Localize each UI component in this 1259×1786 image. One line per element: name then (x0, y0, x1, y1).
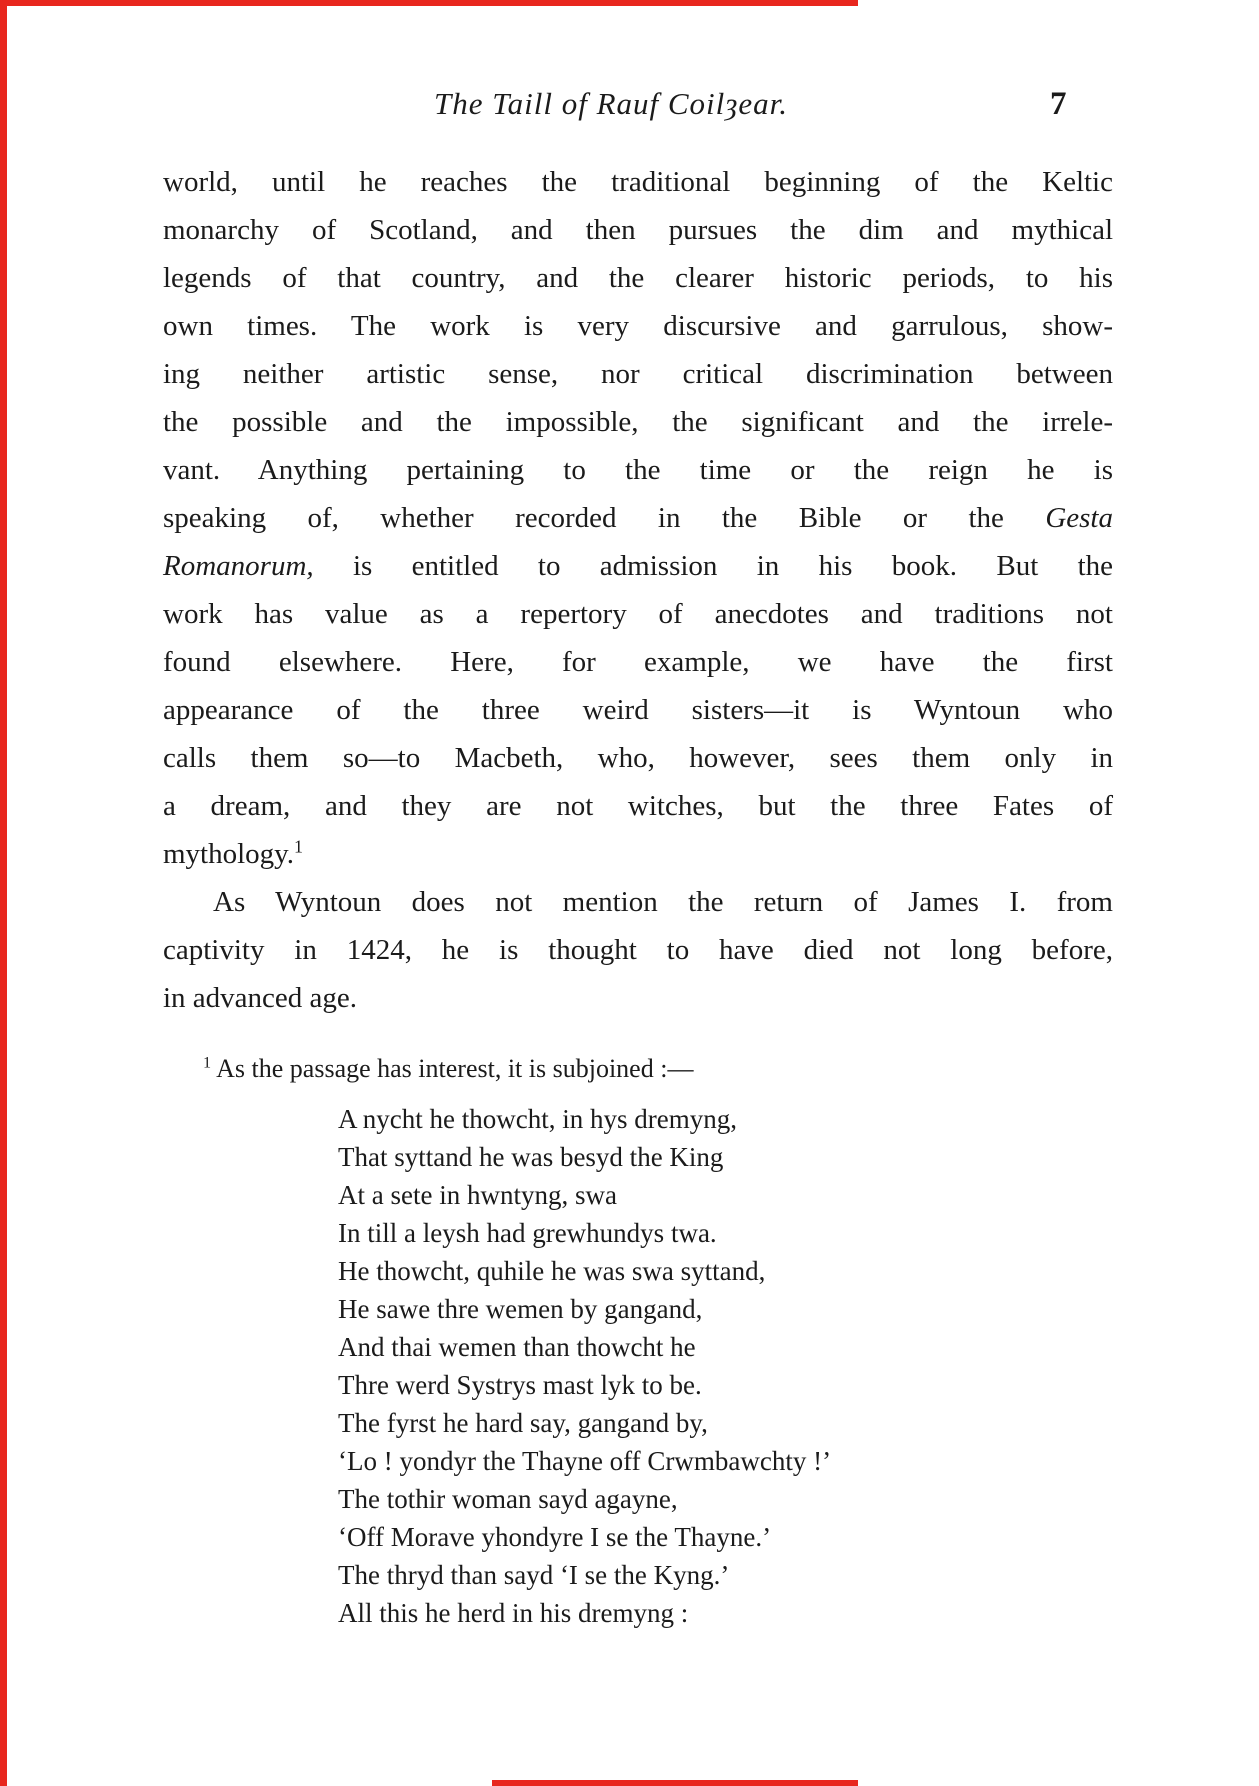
body-line (163, 974, 1113, 1022)
body-line-segment: mythology. (163, 838, 295, 870)
scan-edge-mark-left (0, 0, 7, 1786)
body-line-segment: monarchy of Scotland, and then pursues the dim and mythical (163, 214, 1113, 246)
footnote-intro-text: As the passage has interest, it is subjoined :— (211, 1054, 694, 1083)
body-line-segment: ing neither artistic sense, nor critical discrimination between (163, 358, 1113, 390)
poem-line: That syttand he was besyd the King (338, 1142, 724, 1172)
running-header-title: The Taill of Rauf Coilȝear. (433, 86, 789, 121)
poem-line: The fyrst he hard say, gangand by, (338, 1408, 708, 1438)
body-line (163, 158, 1113, 206)
scan-edge-mark-top (0, 0, 858, 6)
body-line (163, 494, 1113, 542)
scan-edge-mark-bottom (492, 1780, 858, 1786)
body-line (163, 254, 1113, 302)
body-line (163, 638, 1113, 686)
body-line-segment: is entitled to admission in his book. But the (313, 550, 1113, 582)
body-text (163, 158, 1113, 1022)
poem-line: All this he herd in his dremyng : (338, 1598, 689, 1628)
body-line (163, 350, 1113, 398)
poem-line: Thre werd Systrys mast lyk to be. (338, 1370, 702, 1400)
body-line-segment: speaking of, whether recorded in the Bible or the (163, 502, 1046, 534)
body-line-segment: appearance of the three weird sisters—it is Wyntoun who (163, 694, 1113, 726)
body-line (163, 926, 1113, 974)
footnote-poem (338, 1100, 978, 1632)
body-line-segment: captivity in 1424, he is thought to have died not long before, (163, 934, 1113, 966)
footnote-marker: 1 (203, 1054, 212, 1072)
body-line-segment: legends of that country, and the clearer historic periods, to his (163, 262, 1113, 294)
poem-line: The tothir woman sayd agayne, (338, 1484, 678, 1514)
body-line-segment: Romanorum, (163, 550, 314, 582)
poem-line: He sawe thre wemen by gangand, (338, 1294, 703, 1324)
poem-line: At a sete in hwntyng, swa (338, 1180, 617, 1210)
poem-line: A nycht he thowcht, in hys dremyng, (338, 1104, 737, 1134)
body-line-segment: calls them so—to Macbeth, who, however, sees them only in (163, 742, 1113, 774)
poem-line: ‘Off Morave yhondyre I se the Thayne.’ (338, 1522, 772, 1552)
body-line-segment: found elsewhere. Here, for example, we have the first (163, 646, 1113, 678)
body-line-segment: the possible and the impossible, the significant and the irrele- (163, 406, 1113, 438)
footnote-reference-marker: 1 (294, 836, 304, 857)
footnote-intro (203, 1052, 693, 1086)
body-line (163, 302, 1113, 350)
body-line (163, 830, 1113, 878)
body-line-segment: own times. The work is very discursive and garrulous, show- (163, 310, 1113, 342)
poem-line: In till a leysh had grewhundys twa. (338, 1218, 717, 1248)
body-line (163, 734, 1113, 782)
body-line (163, 446, 1113, 494)
page-number: 7 (1050, 86, 1067, 122)
body-paragraph (163, 158, 1113, 878)
body-paragraph (163, 878, 1113, 1022)
poem-line: And thai wemen than thowcht he (338, 1332, 696, 1362)
body-line (163, 686, 1113, 734)
body-line-segment: work has value as a repertory of anecdotes and traditions not (163, 598, 1113, 630)
poem-line: He thowcht, quhile he was swa syttand, (338, 1256, 766, 1286)
body-line-segment: in advanced age. (163, 982, 358, 1014)
body-line-segment: vant. Anything pertaining to the time or the reign he is (163, 454, 1113, 486)
body-line (163, 782, 1113, 830)
running-header (163, 84, 1113, 124)
body-line (163, 542, 1113, 590)
poem-line: ‘Lo ! yondyr the Thayne off Crwmbawchty !’ (338, 1446, 832, 1476)
body-line (163, 878, 1113, 926)
body-line-segment: As Wyntoun does not mention the return of James I. from (213, 886, 1113, 918)
body-line-segment: Gesta (1045, 502, 1113, 534)
poem-line: The thryd than sayd ‘I se the Kyng.’ (338, 1560, 730, 1590)
body-line (163, 590, 1113, 638)
body-line-segment: world, until he reaches the traditional beginning of the Keltic (163, 166, 1113, 198)
body-line (163, 398, 1113, 446)
body-line-segment: a dream, and they are not witches, but the three Fates of (163, 790, 1113, 822)
body-line (163, 206, 1113, 254)
